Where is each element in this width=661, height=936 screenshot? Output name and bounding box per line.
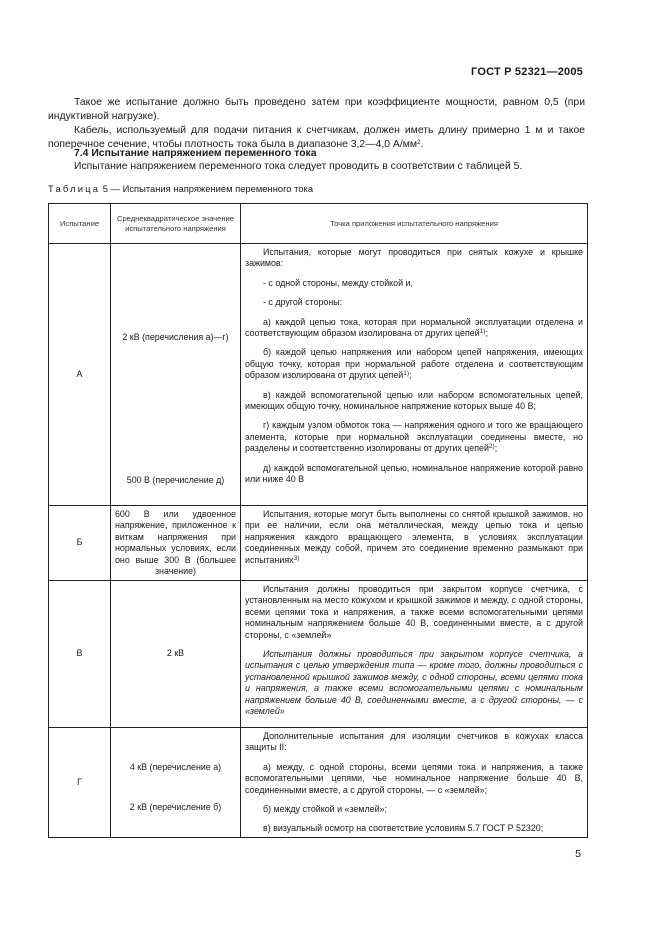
caption-text: 5 — Испытания напряжением переменного тока: [102, 183, 314, 194]
item-text: г) каждым узлом обмоток тока — напряжения одного и того же вращающего элемента, которые при нормальной эксплуатации соединены вместе, но разделены и соответственно изолированы от других цепей: [245, 420, 583, 454]
row-a-item-g: [245, 420, 583, 454]
item-text: а) каждой цепью тока, которая при нормальной эксплуатации отделена и соответствующим образом изолирована от других цепей: [245, 316, 583, 339]
footnote-ref: 1): [479, 328, 486, 336]
header-voltage: Среднеквадратическое значение испытательного напряжения: [111, 204, 241, 244]
row-g-item-v: в) визуальный осмотр на соответствие условиям 5.7 ГОСТ Р 52320;: [263, 823, 544, 834]
row-a-side-one: - с одной стороны, между стойкой и,: [263, 277, 413, 288]
row-a-item-a: [245, 317, 583, 340]
page-number: 5: [575, 848, 581, 860]
item-end: ;: [494, 443, 498, 454]
superscript: 2: [417, 139, 421, 146]
header-test: Испытание: [49, 204, 111, 244]
standard-header: ГОСТ Р 52321—2005: [471, 66, 583, 78]
item-text: Испытания, которые могут быть выполнены со снятой крышкой зажимов, но при ее наличии, если она металлическая, между цепью тока и цепью напряжения каждого вращающего элемента, в условиях эксплуатации соединенных между собой, причем это соединение временно размыкают при испытаниях: [245, 509, 583, 565]
item-text: б) каждой цепью напряжения или набором цепей напряжения, имеющих общую точку, которая при нормальной работе отделена и соответствующим образом изолирована от других цепей: [245, 347, 583, 381]
paragraph-ac-test: Испытание напряжением переменного тока следует проводить в соответствии с таблицей 5.: [74, 161, 523, 172]
caption-label: Таблица: [48, 183, 101, 194]
row-a-intro: Испытания, которые могут проводиться при снятых кожухе и крышке зажимов:: [245, 247, 583, 269]
voltage-a-2: 500 В (перечисление д): [126, 475, 225, 485]
voltage-cell-v: 2 кВ: [111, 581, 241, 728]
table-row-g: [49, 728, 588, 838]
item-end: ;: [409, 370, 412, 381]
point-cell-g: [241, 728, 588, 838]
row-g-intro: Дополнительные испытания для изоляции счетчиков в кожухах класса защиты II:: [245, 731, 583, 753]
voltage-g-1: 4 кВ (перечисление а): [129, 762, 222, 772]
ac-voltage-test-table: [48, 203, 588, 838]
paragraph-text: Такое же испытание должно быть проведено затем при коэффициенте мощности, равном 0,5 (при индуктивной нагрузке).: [48, 97, 585, 122]
footnote-ref: 2): [488, 443, 495, 451]
paragraph-end: .: [420, 139, 424, 150]
row-a-side-two: - с другой стороны:: [263, 297, 343, 308]
point-cell-b: [241, 506, 588, 581]
row-a-item-d: д) каждой вспомогательной цепью, номинальное напряжение которой равно или ниже 40 В: [245, 462, 583, 485]
test-label-b: Б: [49, 506, 111, 581]
paragraph-text: Кабель, используемый для подачи питания к счетчикам, должен иметь длину примерно 1 м и такое поперечное сечение, чтобы плотность тока была в диапазоне 3,2—4,0 А/мм: [48, 125, 585, 150]
row-a-item-v: в) каждой вспомогательной цепью или набором вспомогательных цепей, имеющих общую точку, номинальное напряжение которых выше 40 В;: [245, 389, 583, 412]
voltage-g-2: 2 кВ (перечисление б): [129, 802, 222, 812]
table-row-v: [49, 581, 588, 728]
point-cell-a: [241, 244, 588, 506]
test-label-a: А: [49, 244, 111, 506]
footnote-ref: 3): [293, 554, 300, 562]
row-v-text-1: Испытания должны проводиться при закрытом корпусе счетчика, с установленным на место кожухом и крышкой зажимов и между, с одной стороны, всеми цепями тока и напряжения, а также всеми вспомогательными цепями номинальным напряжением больше 40 В, соединенными вместе, а с другой стороны, с «землей»: [245, 584, 583, 640]
item-end: ;: [485, 328, 488, 339]
row-v-text-2: Испытания должны проводиться при закрытом корпусе счетчика, а испытания с целью утверждения типа — кроме того, должны проводиться с установленной крышкой зажимов между, с одной стороны, всеми цепями тока и напряжения, а также всеми вспомогательными цепями с номинальным напряжением больше 40 В, соединенными вместе, а с другой стороны, — с «землей»: [245, 649, 583, 717]
row-g-item-a: а) между, с одной стороны, всеми цепями тока и напряжения, а также вспомогательными цепями, чье номинальное напряжение больше 40 В, соединенными вместе, а с другой стороны, — с «землей»;: [245, 761, 583, 795]
table-row-a: [49, 244, 588, 506]
voltage-cell-g: [111, 728, 241, 838]
test-label-v: В: [49, 581, 111, 728]
footnote-ref: 1): [403, 370, 410, 378]
paragraph-power-factor: [48, 96, 585, 124]
table-row-b: [49, 506, 588, 581]
voltage-cell-a: [111, 244, 241, 506]
test-label-g: Г: [49, 728, 111, 838]
row-g-item-b: б) между стойкой и «землей»;: [263, 804, 387, 815]
table-header-row: [49, 204, 588, 244]
point-cell-v: [241, 581, 588, 728]
voltage-a-1: 2 кВ (перечисления а)—г): [122, 332, 229, 342]
section-heading: 7.4 Испытание напряжением переменного тока: [74, 148, 317, 159]
table-caption: [48, 183, 313, 194]
header-point: Точка приложения испытательного напряжения: [241, 204, 588, 244]
row-b-text: [245, 509, 583, 566]
row-a-item-b: [245, 347, 583, 381]
voltage-cell-b: 600 В или удвоенное напряжение, приложенное к виткам напряжения при нормальных условиях, если оно выше 300 В (большее значение): [111, 506, 241, 581]
